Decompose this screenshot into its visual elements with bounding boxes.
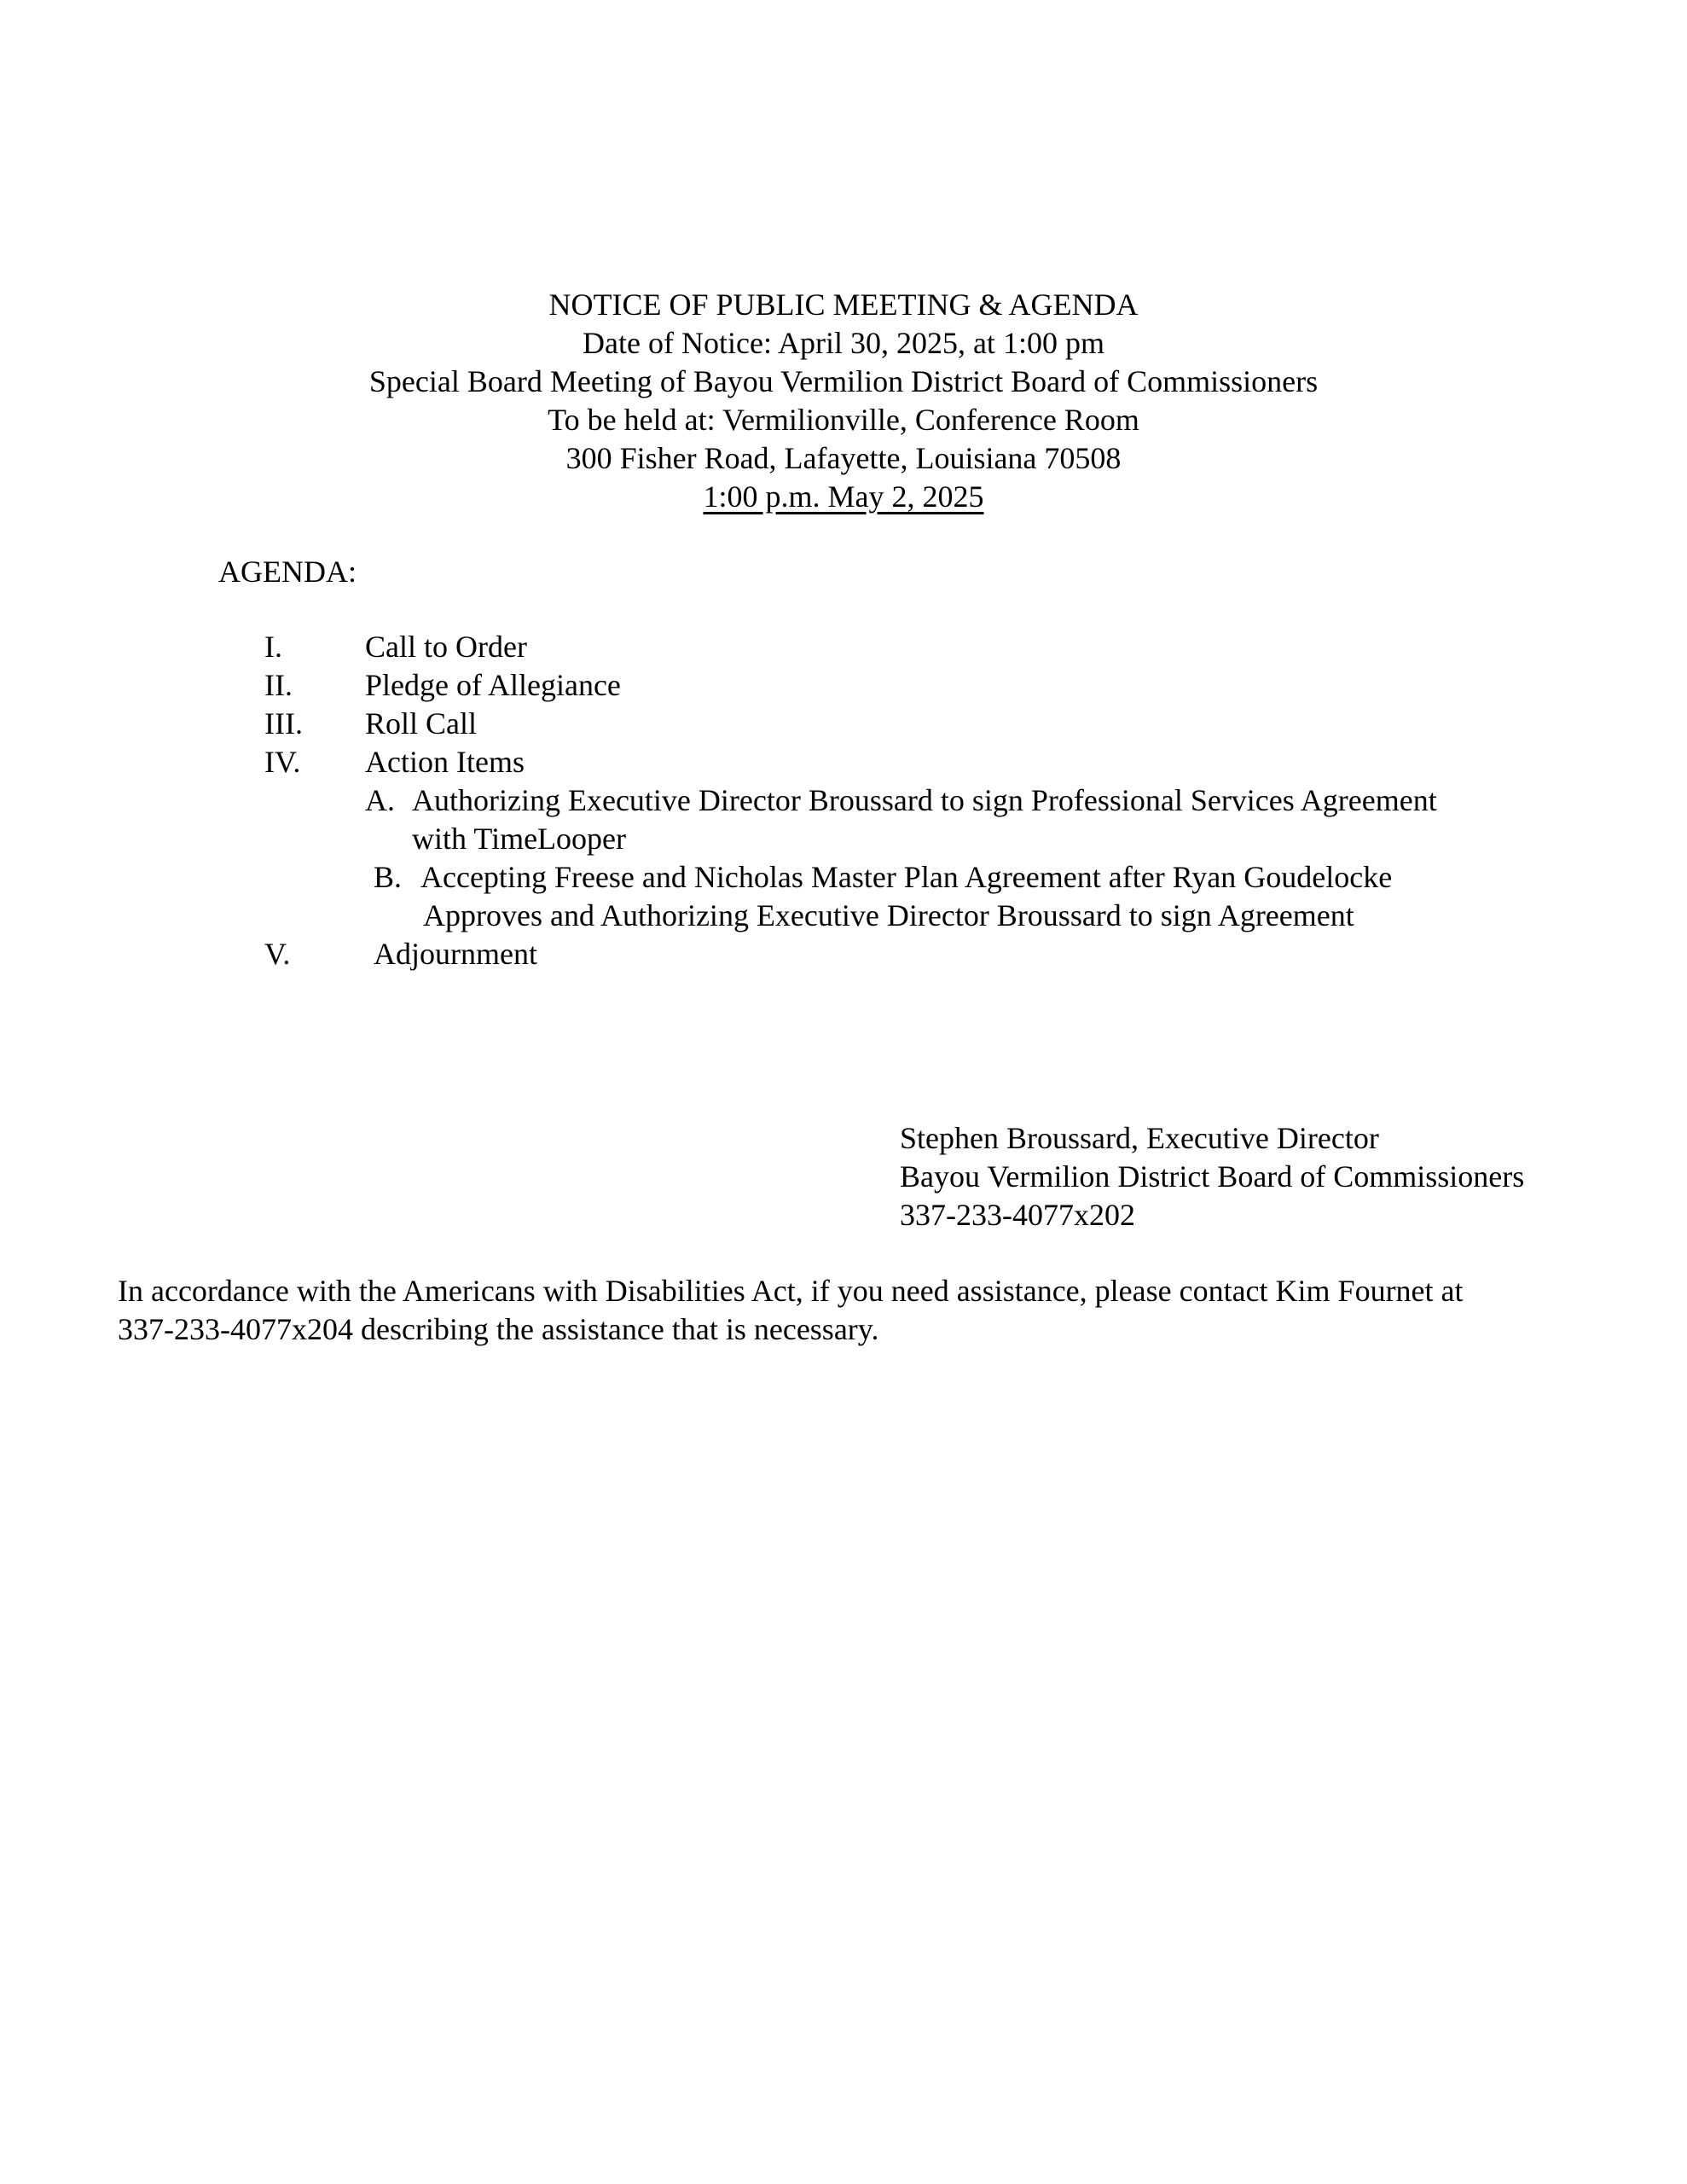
signature-block [900,1119,1524,1234]
agenda-item-text: Call to Order [365,630,527,664]
agenda-item-number: IV. [264,745,301,779]
agenda-list [264,628,1629,973]
meeting-time: 1:00 p.m. May 2, 2025 [703,479,984,514]
agenda-item [264,935,1629,973]
signer-organization: Bayou Vermilion District Board of Commissioners [900,1159,1525,1194]
action-item-letter: A. [365,783,395,817]
ada-notice-line: In accordance with the Americans with Disabilities Act, if you need assistance, please contact Kim Fournet at [118,1274,1464,1308]
agenda-item-number: I. [264,630,282,664]
agenda-item-number: III. [264,706,303,741]
agenda-item-number: V. [264,937,291,971]
meeting-address: 300 Fisher Road, Lafayette, Louisiana 70508 [565,441,1122,475]
ada-notice-line: 337-233-4077x204 describing the assistance that is necessary. [118,1312,879,1346]
notice-header [0,286,1687,516]
ada-notice [118,1272,1464,1349]
action-item-line: Approves and Authorizing Executive Director Broussard to sign Agreement [423,898,1354,932]
action-item-b [264,858,1629,897]
agenda-label: AGENDA: [218,555,357,589]
signer-phone: 337-233-4077x202 [900,1198,1135,1232]
agenda-item-text: Roll Call [365,706,478,741]
action-item-a-continued [264,820,1629,858]
action-item-line: Accepting Freese and Nicholas Master Plan Agreement after Ryan Goudelocke [420,860,1393,894]
action-item-line: Authorizing Executive Director Broussard to sign Professional Services Agreement [412,783,1437,817]
notice-date: Date of Notice: April 30, 2025, at 1:00 pm [583,326,1104,360]
meeting-location: To be held at: Vermilionville, Conference Room [548,403,1139,437]
signer-name: Stephen Broussard, Executive Director [900,1121,1379,1155]
agenda-item [264,743,1629,781]
action-item-b-continued [264,897,1629,935]
action-item-line: with TimeLooper [412,822,627,856]
action-item-letter: B. [374,860,403,894]
agenda-item-text: Adjournment [374,937,537,971]
agenda-item [264,666,1629,705]
agenda-item-text: Pledge of Allegiance [365,668,621,702]
agenda-item-number: II. [264,668,293,702]
agenda-item [264,628,1629,666]
agenda-item [264,705,1629,743]
action-item-a [264,781,1629,820]
meeting-name: Special Board Meeting of Bayou Vermilion District Board of Commissioners [368,364,1319,398]
agenda-item-text: Action Items [365,745,525,779]
notice-title: NOTICE OF PUBLIC MEETING & AGENDA [548,288,1139,322]
